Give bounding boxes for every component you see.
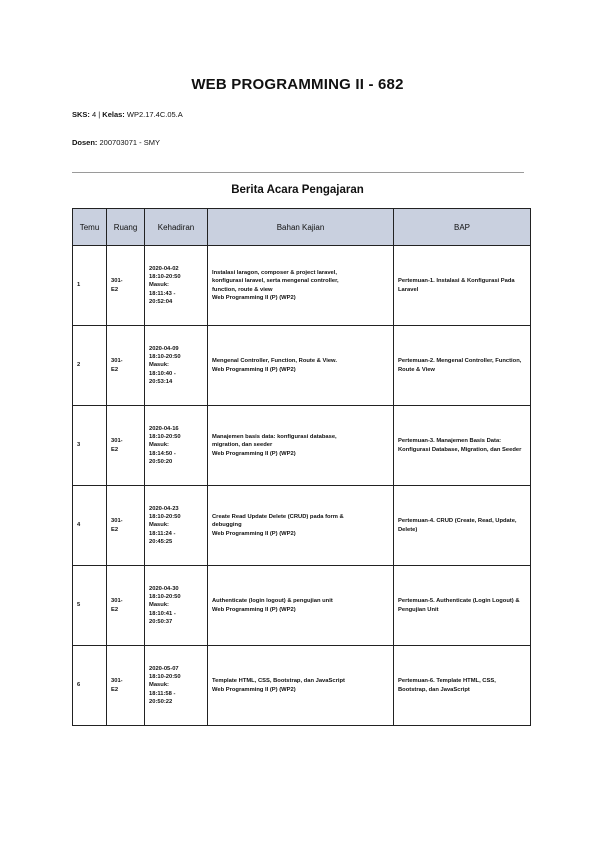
kelas-value: WP2.17.4C.05.A	[124, 110, 183, 119]
ruang-line: 301-	[111, 678, 123, 685]
cell-bap	[394, 326, 531, 406]
section-divider	[72, 172, 524, 173]
kehadiran-line: 20:50:22	[149, 699, 173, 706]
kehadiran-line: 18:10-20:50	[149, 273, 181, 280]
bahan-line: function, route & view	[212, 286, 273, 293]
lecturer-meta	[72, 138, 160, 147]
kehadiran-line: 18:10:41 -	[149, 610, 176, 617]
cell-temu: 3	[73, 406, 107, 486]
bahan-line: debugging	[212, 522, 242, 529]
bap-text: Pertemuan-2. Mengenal Controller, Function, Route & View	[398, 358, 522, 373]
kehadiran-line: 18:10-20:50	[149, 673, 181, 680]
cell-bahan-kajian	[208, 566, 394, 646]
col-header-bahan-kajian: Bahan Kajian	[208, 209, 394, 246]
kehadiran-line: 2020-04-09	[149, 345, 179, 352]
col-header-kehadiran: Kehadiran	[145, 209, 208, 246]
page-title: WEB PROGRAMMING II - 682	[191, 76, 404, 93]
cell-bahan-kajian	[208, 646, 394, 726]
ruang-line: 301-	[111, 358, 123, 365]
kehadiran-line: 2020-04-30	[149, 585, 179, 592]
col-header-temu: Temu	[73, 209, 107, 246]
kehadiran-line: Masuk:	[149, 522, 169, 529]
bahan-line: Web Programming II (P) (WP2)	[212, 450, 296, 457]
bahan-line: Web Programming II (P) (WP2)	[212, 530, 296, 537]
kehadiran-line: 18:11:43 -	[149, 290, 176, 297]
ruang-line: E2	[111, 446, 119, 453]
sks-label: SKS:	[72, 110, 90, 119]
cell-ruang	[107, 566, 145, 646]
bap-text: Pertemuan-5. Authenticate (Login Logout) & Pengujian Unit	[398, 598, 520, 613]
kehadiran-line: Masuk:	[149, 602, 169, 609]
cell-bahan-kajian	[208, 246, 394, 326]
kehadiran-line: 20:50:20	[149, 459, 173, 466]
cell-temu: 1	[73, 246, 107, 326]
cell-bap	[394, 566, 531, 646]
cell-bahan-kajian	[208, 406, 394, 486]
cell-ruang	[107, 406, 145, 486]
table-row	[73, 406, 531, 486]
bahan-line: Web Programming II (P) (WP2)	[212, 606, 296, 613]
cell-kehadiran	[145, 326, 208, 406]
bahan-line: Web Programming II (P) (WP2)	[212, 294, 296, 301]
kehadiran-line: 2020-04-23	[149, 505, 179, 512]
table-row	[73, 246, 531, 326]
bap-text: Pertemuan-1. Instalasi & Konfigurasi Pada Laravel	[398, 278, 515, 293]
kehadiran-line: 18:11:24 -	[149, 530, 176, 537]
kehadiran-line: 2020-05-07	[149, 665, 179, 672]
cell-kehadiran	[145, 566, 208, 646]
kehadiran-line: 18:10-20:50	[149, 593, 181, 600]
cell-kehadiran	[145, 406, 208, 486]
kehadiran-line: Masuk:	[149, 362, 169, 369]
table-row	[73, 326, 531, 406]
cell-kehadiran	[145, 486, 208, 566]
col-header-ruang: Ruang	[107, 209, 145, 246]
cell-ruang	[107, 486, 145, 566]
table-row	[73, 486, 531, 566]
bahan-line: Manajemen basis data: konfigurasi database,	[212, 433, 337, 440]
dosen-value: 200703071 - SMY	[97, 138, 160, 147]
section-title: Berita Acara Pengajaran	[231, 184, 364, 196]
kehadiran-line: 18:10-20:50	[149, 513, 181, 520]
cell-temu: 2	[73, 326, 107, 406]
ruang-line: E2	[111, 686, 119, 693]
bahan-line: Web Programming II (P) (WP2)	[212, 686, 296, 693]
bahan-line: migration, dan seeder	[212, 442, 273, 449]
cell-bahan-kajian	[208, 326, 394, 406]
kehadiran-line: 20:45:25	[149, 539, 173, 546]
kehadiran-line: 18:10:40 -	[149, 370, 176, 377]
cell-kehadiran	[145, 246, 208, 326]
table-header-row	[73, 209, 531, 246]
kehadiran-line: 18:10-20:50	[149, 353, 181, 360]
kehadiran-line: Masuk:	[149, 682, 169, 689]
cell-bap	[394, 486, 531, 566]
ruang-line: 301-	[111, 278, 123, 285]
cell-temu: 6	[73, 646, 107, 726]
cell-ruang	[107, 646, 145, 726]
ruang-line: E2	[111, 286, 119, 293]
kehadiran-line: Masuk:	[149, 282, 169, 289]
bap-text: Pertemuan-4. CRUD (Create, Read, Update, Delete)	[398, 518, 517, 533]
bap-text: Pertemuan-3. Manajemen Basis Data: Konfigurasi Database, Migration, dan Seeder	[398, 438, 522, 453]
cell-bap	[394, 246, 531, 326]
kehadiran-line: 18:10-20:50	[149, 433, 181, 440]
cell-bap	[394, 406, 531, 486]
bahan-line: konfigurasi laravel, serta mengenal controller,	[212, 278, 339, 285]
dosen-label: Dosen:	[72, 138, 98, 147]
bahan-line: Instalasi laragon, composer & project laravel,	[212, 269, 338, 276]
table-row	[73, 646, 531, 726]
ruang-line: E2	[111, 366, 119, 373]
sks-value: 4 |	[89, 110, 103, 119]
ruang-line: E2	[111, 526, 119, 533]
col-header-bap: BAP	[394, 209, 531, 246]
cell-ruang	[107, 326, 145, 406]
kehadiran-line: 20:53:14	[149, 379, 173, 386]
bahan-line: Authenticate (login logout) & pengujian unit	[212, 598, 333, 605]
ruang-line: 301-	[111, 518, 123, 525]
cell-kehadiran	[145, 646, 208, 726]
cell-bap	[394, 646, 531, 726]
cell-temu: 4	[73, 486, 107, 566]
cell-bahan-kajian	[208, 486, 394, 566]
kehadiran-line: 2020-04-16	[149, 425, 179, 432]
bahan-line: Web Programming II (P) (WP2)	[212, 366, 296, 373]
cell-ruang	[107, 246, 145, 326]
kehadiran-line: 20:52:04	[149, 299, 173, 306]
ruang-line: E2	[111, 606, 119, 613]
kehadiran-line: 20:50:37	[149, 619, 173, 626]
cell-temu: 5	[73, 566, 107, 646]
ruang-line: 301-	[111, 438, 123, 445]
kehadiran-line: 2020-04-02	[149, 265, 179, 272]
attendance-table	[72, 208, 531, 726]
bap-text: Pertemuan-6. Template HTML, CSS, Bootstrap, dan JavaScript	[398, 678, 496, 693]
bahan-line: Mengenal Controller, Function, Route & View.	[212, 358, 337, 365]
kehadiran-line: 18:14:50 -	[149, 450, 176, 457]
kehadiran-line: Masuk:	[149, 442, 169, 449]
bahan-line: Template HTML, CSS, Bootstrap, dan JavaScript	[212, 678, 345, 685]
kehadiran-line: 18:11:58 -	[149, 690, 176, 697]
kelas-label: Kelas:	[102, 110, 125, 119]
course-meta	[72, 110, 183, 119]
bahan-line: Create Read Update Delete (CRUD) pada form &	[212, 513, 344, 520]
table-row	[73, 566, 531, 646]
ruang-line: 301-	[111, 598, 123, 605]
